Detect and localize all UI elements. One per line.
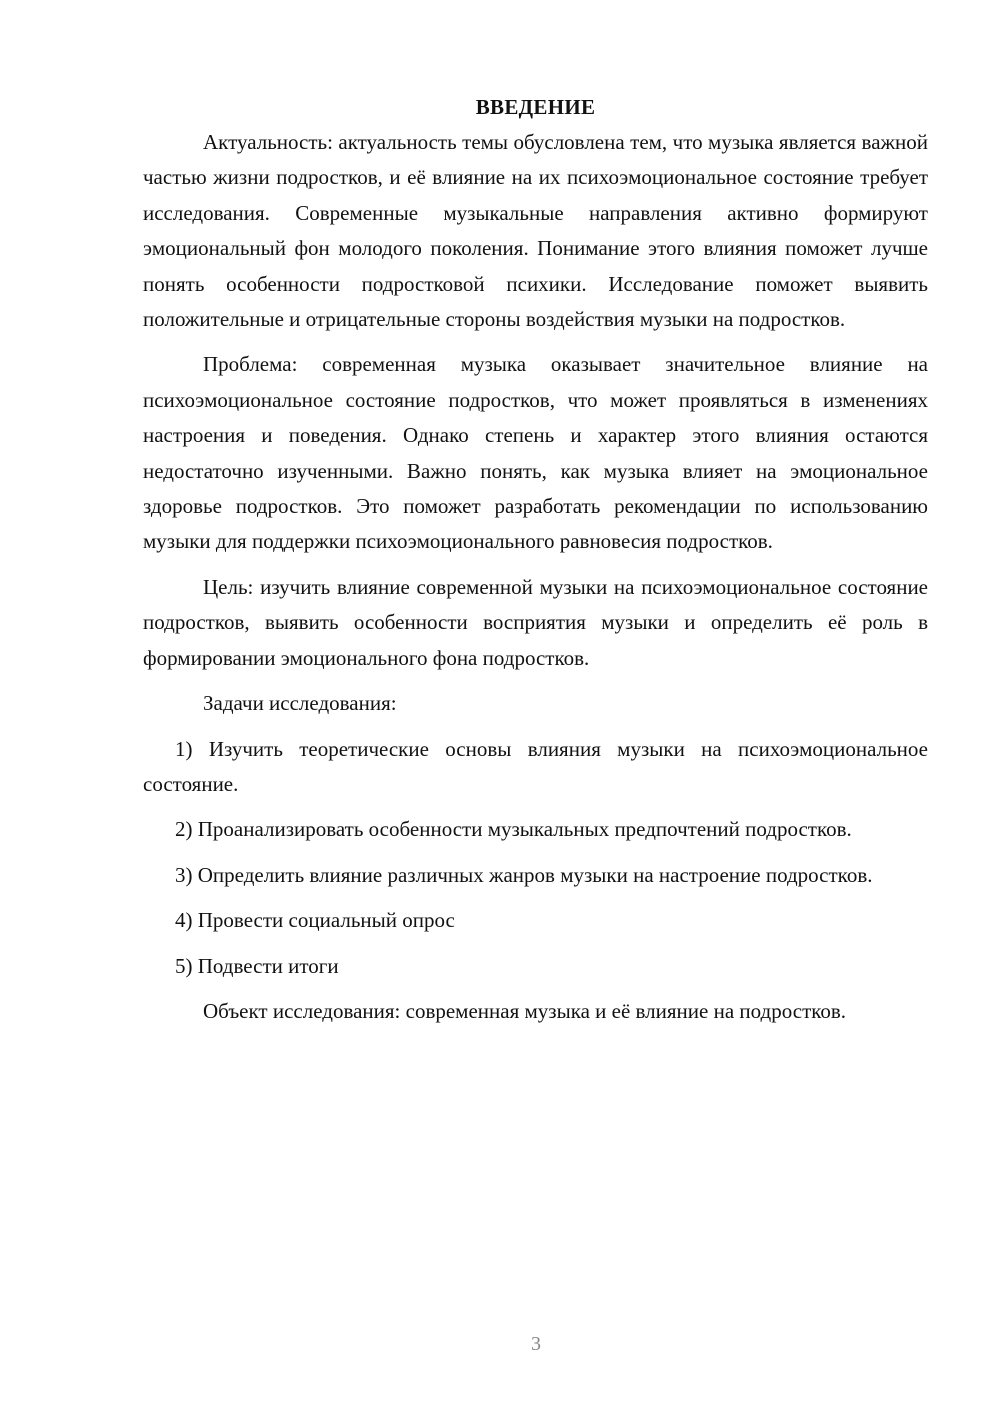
- task-item: 2) Проанализировать особенности музыкальных предпочтений подростков.: [175, 817, 852, 842]
- task-item: 5) Подвести итоги: [175, 953, 339, 978]
- task-item: 3) Определить влияние различных жанров музыки на настроение подростков.: [175, 862, 873, 887]
- page-title: ВВЕДЕНИЕ: [475, 95, 596, 119]
- problem-paragraph: Проблема: современная музыка оказывает значительное влияние на психоэмоциональное состояние подростков, что может проявляться в изменениях настроения и поведения. Однако степень и характер этого влияния остаются недостаточно изученными. Важно понять, как музыка влияет на эмоциональное здоровье подростков. Это поможет разработать рекомендации по использованию музыки для поддержки психоэмоционального равновесия подростков.: [143, 352, 928, 554]
- relevance-paragraph: Актуальность: актуальность темы обусловлена тем, что музыка является важной частью жизни подростков, и её влияние на их психоэмоциональное состояние требует исследования. Современные музыкальные направления активно формируют эмоциональный фон молодого поколения. Понимание этого влияния поможет лучше понять особенности подростковой психики. Исследование поможет выявить положительные и отрицательные стороны воздействия музыки на подростков.: [143, 130, 928, 332]
- object-paragraph: Объект исследования: современная музыка и её влияние на подростков.: [203, 998, 847, 1023]
- tasks-heading: Задачи исследования:: [203, 691, 397, 716]
- goal-paragraph: Цель: изучить влияние современной музыки на психоэмоциональное состояние подростков, выявить особенности восприятия музыки и определить её роль в формировании эмоционального фона подростков.: [143, 574, 928, 670]
- page-number: 3: [531, 1333, 541, 1355]
- page-body: [143, 90, 928, 1039]
- task-item: 4) Провести социальный опрос: [175, 908, 455, 933]
- task-item: 1) Изучить теоретические основы влияния музыки на психоэмоциональное состояние.: [143, 736, 928, 796]
